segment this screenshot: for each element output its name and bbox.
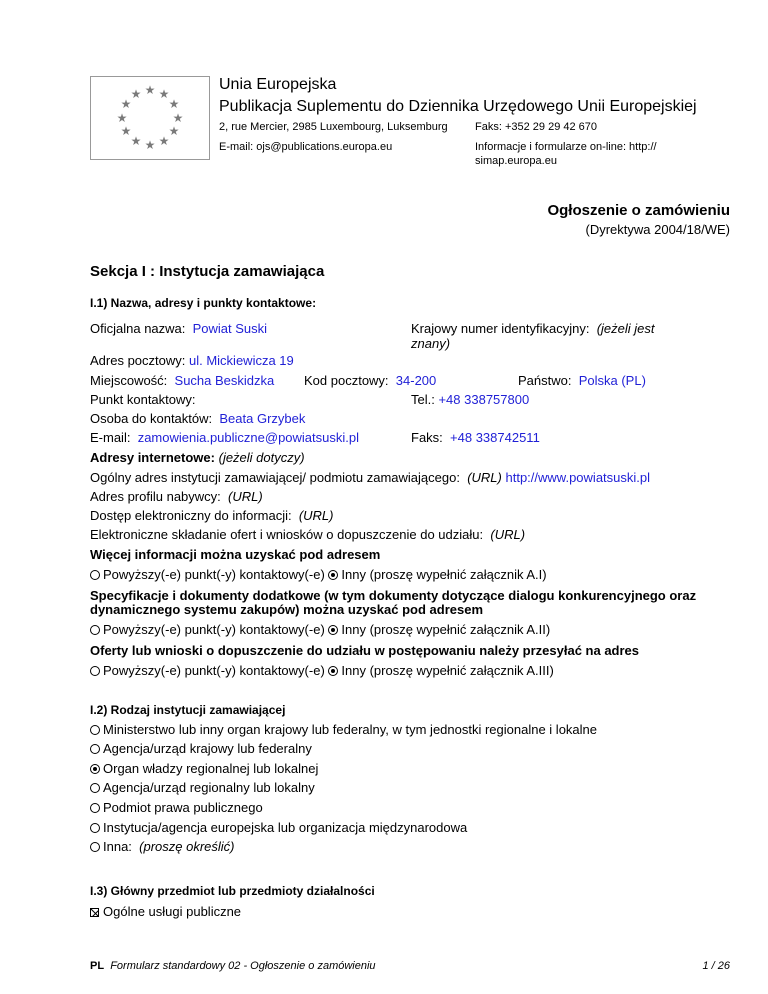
email-row [90, 430, 359, 445]
internet-heading-row [90, 450, 305, 465]
esubmit-row [90, 527, 525, 542]
i2-other-hint: (proszę określić) [139, 839, 235, 854]
i3-item-label: Ogólne usługi publiczne [103, 904, 242, 919]
town-row [90, 373, 274, 388]
postcode-row [304, 373, 436, 388]
postal-row [90, 353, 294, 368]
general-url-link[interactable]: http://www.powiatsuski.pl [505, 470, 651, 485]
header-email: E-mail: ojs@publications.europa.eu [219, 141, 393, 153]
country-row [518, 373, 646, 388]
i2-option-5 [90, 820, 467, 835]
svg-text:★: ★ [130, 134, 142, 148]
more-info-options [90, 567, 547, 582]
svg-text:★: ★ [168, 124, 180, 138]
esubmit-url-hint: (URL) [490, 527, 526, 542]
tel-value: +48 338757800 [438, 392, 530, 407]
i2-option-0 [90, 722, 597, 737]
svg-text:★: ★ [120, 97, 132, 111]
i2-radio-4[interactable] [90, 803, 100, 813]
person-row [90, 411, 305, 426]
i2-radio-3[interactable] [90, 783, 100, 793]
spec-heading-1: Specyfikacje i dokumenty dodatkowe (w tym dokumenty dotyczące dialogu konkurencyjnego oraz [90, 588, 697, 603]
internet-hint: (jeżeli dotyczy) [218, 450, 305, 465]
eu-stars-icon [91, 77, 209, 159]
person-value: Beata Grzybek [219, 411, 306, 426]
eaccess-row [90, 508, 334, 523]
natid-hint-1: (jeżeli jest [596, 321, 655, 336]
i2-option-2-label: Organ władzy regionalnej lub lokalnej [103, 761, 319, 776]
header-address: 2, rue Mercier, 2985 Luxembourg, Luksemburg [219, 121, 448, 133]
general-url-hint: (URL) [467, 470, 502, 485]
header-fax: Faks: +352 29 29 42 670 [475, 121, 598, 133]
town-label: Miejscowość: [90, 373, 168, 388]
svg-text:★: ★ [120, 124, 132, 138]
internet-heading: Adresy internetowe: [90, 450, 215, 465]
offers-options [90, 663, 554, 678]
postcode-value: 34-200 [395, 373, 437, 388]
natid-hint-2: znany) [411, 336, 451, 351]
contact-label: Punkt kontaktowy: [90, 392, 196, 407]
spec-opt1-label: Powyższy(-e) punkt(-y) kontaktowy(-e) [103, 622, 325, 637]
header-org: Unia Europejska [219, 76, 337, 93]
country-label: Państwo: [518, 373, 572, 388]
natid-label: Krajowy numer identyfikacyjny: [411, 321, 590, 336]
svg-text:★: ★ [172, 111, 184, 125]
offers-radio-above[interactable] [90, 666, 100, 676]
postcode-label: Kod pocztowy: [304, 373, 389, 388]
svg-text:★: ★ [158, 87, 170, 101]
svg-text:★: ★ [158, 134, 170, 148]
spec-opt2-label: Inny (proszę wypełnić załącznik A.II) [341, 622, 551, 637]
i2-option-6 [90, 839, 235, 854]
spec-radio-other[interactable] [328, 625, 338, 635]
i2-option-2 [90, 761, 318, 776]
spec-options [90, 622, 550, 637]
footer-form [90, 960, 376, 972]
svg-text:★: ★ [116, 111, 128, 125]
fax-label: Faks: [411, 430, 443, 445]
town-value: Sucha Beskidzka [174, 373, 275, 388]
offers-opt1-label: Powyższy(-e) punkt(-y) kontaktowy(-e) [103, 663, 325, 678]
header-info-line2: simap.europa.eu [475, 155, 557, 167]
i2-radio-6[interactable] [90, 842, 100, 852]
checkbox-cross-icon [91, 909, 99, 917]
general-label: Ogólny adres instytucji zamawiającej/ podmiotu zamawiającego: [90, 470, 460, 485]
notice-title: Ogłoszenie o zamówieniu [547, 202, 730, 219]
i2-option-0-label: Ministerstwo lub inny organ krajowy lub federalny, w tym jednostki regionalne i lokalne [103, 722, 597, 737]
official-name-row [90, 321, 267, 336]
footer-lang: PL [90, 960, 105, 972]
email-label: E-mail: [90, 430, 131, 445]
more-info-opt1-label: Powyższy(-e) punkt(-y) kontaktowy(-e) [103, 567, 325, 582]
header-info-line1: Informacje i formularze on-line: http:// [475, 141, 657, 153]
i1-heading: I.1) Nazwa, adresy i punkty kontaktowe: [90, 296, 317, 310]
buyer-row [90, 489, 263, 504]
offers-heading: Oferty lub wnioski o dopuszczenie do udziału w postępowaniu należy przesyłać na adres [90, 643, 640, 658]
i2-option-3-label: Agencja/urząd regionalny lub lokalny [103, 780, 315, 795]
tel-row [411, 392, 529, 407]
person-label: Osoba do kontaktów: [90, 411, 213, 426]
tel-label: Tel.: [411, 392, 435, 407]
offers-opt2-label: Inny (proszę wypełnić załącznik A.III) [341, 663, 554, 678]
i2-option-1-label: Agencja/urząd krajowy lub federalny [103, 741, 312, 756]
natid-row [411, 321, 655, 336]
i3-item [90, 904, 241, 919]
i3-checkbox[interactable] [90, 908, 99, 917]
country-value: Polska (PL) [578, 373, 646, 388]
buyer-label: Adres profilu nabywcy: [90, 489, 221, 504]
esubmit-label: Elektroniczne składanie ofert i wniosków o dopuszczenie do udziału: [90, 527, 484, 542]
eaccess-url-hint: (URL) [298, 508, 334, 523]
svg-text:★: ★ [144, 83, 156, 97]
fax-row [411, 430, 540, 445]
eaccess-label: Dostęp elektroniczny do informacji: [90, 508, 292, 523]
more-info-heading: Więcej informacji można uzyskać pod adresem [90, 547, 381, 562]
i2-option-5-label: Instytucja/agencja europejska lub organizacja międzynarodowa [103, 820, 468, 835]
postal-value: ul. Mickiewicza 19 [189, 353, 294, 368]
official-name-value: Powiat Suski [192, 321, 268, 336]
i2-option-6-label: Inna: [103, 839, 132, 854]
i2-option-4-label: Podmiot prawa publicznego [103, 800, 263, 815]
i2-radio-0[interactable] [90, 725, 100, 735]
svg-text:★: ★ [130, 87, 142, 101]
offers-radio-other[interactable] [328, 666, 338, 676]
i2-option-4 [90, 800, 263, 815]
i2-option-3 [90, 780, 315, 795]
eu-logo [90, 76, 210, 160]
general-address-row [90, 470, 650, 485]
svg-text:★: ★ [144, 138, 156, 152]
section-heading: Sekcja I : Instytucja zamawiająca [90, 263, 325, 280]
header-publication: Publikacja Suplementu do Dziennika Urzędowego Unii Europejskiej [219, 98, 697, 115]
i2-radio-2[interactable] [90, 764, 100, 774]
i2-option-1 [90, 741, 312, 756]
more-info-radio-other[interactable] [328, 570, 338, 580]
official-name-label: Oficjalna nazwa: [90, 321, 186, 336]
more-info-opt2-label: Inny (proszę wypełnić załącznik A.I) [341, 567, 547, 582]
more-info-radio-above[interactable] [90, 570, 100, 580]
postal-label: Adres pocztowy: [90, 353, 186, 368]
i2-radio-5[interactable] [90, 823, 100, 833]
buyer-url-hint: (URL) [228, 489, 263, 504]
i3-heading: I.3) Główny przedmiot lub przedmioty działalności [90, 884, 375, 898]
email-link[interactable]: zamowienia.publiczne@powiatsuski.pl [137, 430, 359, 445]
i2-radio-1[interactable] [90, 744, 100, 754]
notice-directive: (Dyrektywa 2004/18/WE) [585, 222, 730, 237]
svg-text:★: ★ [168, 97, 180, 111]
spec-radio-above[interactable] [90, 625, 100, 635]
footer-form-name: Formularz standardowy 02 - Ogłoszenie o zamówieniu [110, 960, 376, 972]
spec-heading-2: dynamicznego systemu zakupów) można uzyskać pod adresem [90, 602, 484, 617]
fax-value: +48 338742511 [450, 430, 540, 445]
i2-heading: I.2) Rodzaj instytucji zamawiającej [90, 703, 286, 717]
footer-page: 1 / 26 [702, 960, 730, 972]
